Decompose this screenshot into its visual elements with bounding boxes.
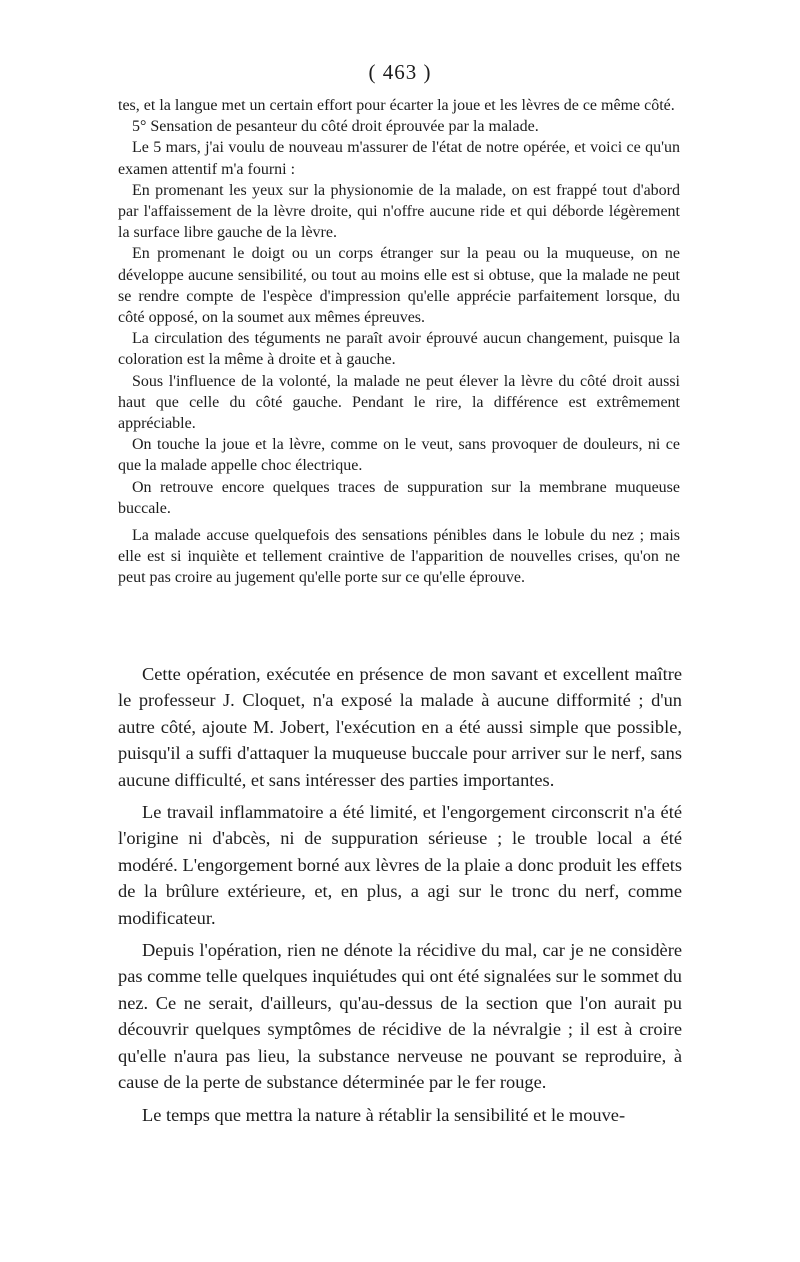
paragraph-continuation: tes, et la langue met un certain effort pour écarter la joue et les lèvres de ce même côté. [118,97,675,114]
paragraph-lobule-nez: La malade accuse quelquefois des sensations pénibles dans le lobule du nez ; mais elle est si inquiète et tellement craintive de l'apparition de nouvelles crises, qu'on ne peut pas croire au jugement qu'elle porte sur ce qu'elle éprouve. [118,527,680,587]
paragraph-operation: Cette opération, exécutée en présence de mon savant et excellent maître le professeur J. Cloquet, n'a exposé la malade à aucune difformité ; d'un autre côté, ajoute M. Jobert, l'exécution en a été aussi simple que possible, puisqu'il a suffi d'attaquer la muqueuse buccale pour arriver sur le nerf, sans aucune difficulté, et sans intéresser des parties importantes. [118,664,682,790]
paragraph-sensibilite: En promenant le doigt ou un corps étranger sur la peau ou la muqueuse, on ne développe aucune sensibilité, ou tout au moins elle est si obtuse, que la malade ne peut se rendre compte de l'espèce d'impression qu'elle apprécie parfaitement lorsque, du côté opposé, on la soumet aux mêmes épreuves. [118,245,680,327]
paragraph-examination-date: Le 5 mars, j'ai voulu de nouveau m'assurer de l'état de notre opérée, et voici ce qu'un examen attentif m'a fourni : [118,139,680,178]
paragraph-volonte: Sous l'influence de la volonté, la malade ne peut élever la lèvre du côté droit aussi haut que celle du côté gauche. Pendant le rire, la différence est extrêmement appréciable. [118,372,680,433]
paragraph-physionomie: En promenant les yeux sur la physionomie de la malade, on est frappé tout d'abord par l'affaissement de la lèvre droite, qui n'offre aucune ride et qui déborde légèrement la surface libre gauche de la lèvre. [118,181,680,242]
paragraph-recidive: Depuis l'opération, rien ne dénote la récidive du mal, car je ne considère pas comme telle quelques inquiétudes qui ont été signalées sur le sommet du nez. Ce ne serait, d'ailleurs, qu'au-dessus de la section que l'on aurait pu découvrir quelques symptômes de récidive de la névralgie ; il est à croire qu'elle n'aura pas lieu, la substance nerveuse ne pouvant se reproduire, à cause de la perte de substance déterminée par le fer rouge. [118,940,682,1093]
paragraph-circulation: La circulation des téguments ne paraît avoir éprouvé aucun changement, puisque la coloration est la même à droite et à gauche. [118,330,680,369]
paragraph-sensation: 5° Sensation de pesanteur du côté droit éprouvée par la malade. [132,118,539,136]
page-number: ( 463 ) [368,60,432,84]
paragraph-suppuration: On retrouve encore quelques traces de suppuration sur la membrane muqueuse buccale. [118,478,680,517]
paragraph-inflammation: Le travail inflammatoire a été limité, et l'engorgement circonscrit n'a été l'origine ni d'abcès, ni de suppuration sérieuse ; le trouble local a été modéré. L'engorgement borné aux lèvres de la plaie a donc produit les effets de la brûlure extérieure, et, en plus, a agi sur le tronc du nerf, comme modificateur. [118,802,682,928]
paragraph-temps: Le temps que mettra la nature à rétablir la sensibilité et le mouve- [142,1104,626,1125]
case-notes-section [118,95,680,589]
paragraph-toucher: On touche la joue et la lèvre, comme on le veut, sans provoquer de douleurs, ni ce que la malade appelle choc électrique. [118,436,680,475]
commentary-section [118,661,682,1128]
